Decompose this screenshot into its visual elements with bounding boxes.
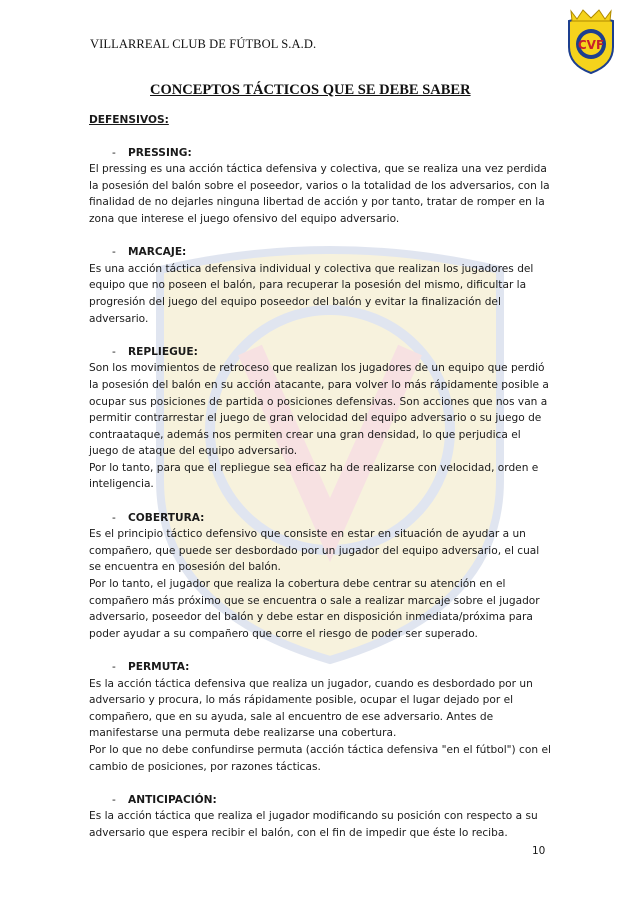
bullet-dash: - xyxy=(112,146,116,159)
bullet-dash: - xyxy=(112,246,116,259)
topic-anticipacion xyxy=(89,792,551,842)
topic-repliegue xyxy=(89,344,551,493)
club-name-header: VILLARREAL CLUB DE FÚTBOL S.A.D. xyxy=(90,37,317,51)
bullet-dash: - xyxy=(112,661,116,673)
topic-paragraph: Son los movimientos de retroceso que realizan los jugadores de un equipo que perdió la posesión del balón en su acción atacante, para volver lo más rápidamente posible a ocupar sus posiciones de partida o posiciones defensivas. Son acciones que nos van a permitir contrarrestar el juego de gran velocidad del equipo adversario o su juego de contraataque, además nos permiten crear una gran densidad, lo que perjudica el juego de ataque del equipo adversario. xyxy=(89,362,549,458)
topic-permuta xyxy=(89,659,551,775)
topic-title xyxy=(89,659,551,676)
topic-paragraph: Es el principio táctico defensivo que consiste en estar en situación de ayudar a un compañero, que puede ser desbordado por un jugador del equipo adversario, el cual se encuentra en posesión del balón. xyxy=(89,528,540,574)
topic-pressing xyxy=(89,145,551,228)
topic-name: MARCAJE: xyxy=(128,246,187,259)
topic-name: REPLIEGUE: xyxy=(128,345,198,358)
topic-title xyxy=(89,344,551,361)
topic-name: PRESSING: xyxy=(128,146,192,159)
villarreal-crest-logo xyxy=(563,7,619,75)
topic-paragraph: El pressing es una acción táctica defensiva y colectiva, que se realiza una vez perdida la posesión del balón sobre el poseedor, varios o la totalidad de los adversarios, con la finalidad de no dejarles ninguna libertad de acción y por tanto, tratar de romper en la zona que interese el juego ofensivo del equipo adversario. xyxy=(89,163,550,225)
topic-cobertura xyxy=(89,510,551,643)
topic-paragraph: Por lo que no debe confundirse permuta (acción táctica defensiva "en el fútbol") con el cambio de posiciones, por razones tácticas. xyxy=(89,743,551,773)
document-title: CONCEPTOS TÁCTICOS QUE SE DEBE SABER xyxy=(150,82,471,98)
bullet-dash: - xyxy=(112,511,116,524)
topic-name: COBERTURA: xyxy=(128,511,205,524)
topic-paragraph: Es la acción táctica que realiza el jugador modificando su posición con respecto a su adversario que espera recibir el balón, con el fin de impedir que éste lo reciba. xyxy=(89,810,538,839)
topic-paragraph: Es la acción táctica defensiva que realiza un jugador, cuando es desbordado por un adversario y procura, lo más rápidamente posible, ocupar el lugar dejado por el compañero, que en su ayuda, sale al encuentro de ese adversario. Antes de manifestarse una permuta debe realizarse una cobertura. xyxy=(89,677,533,740)
topic-paragraph: Por lo tanto, para que el repliegue sea eficaz ha de realizarse con velocidad, orden e inteligencia. xyxy=(89,461,539,491)
bullet-dash: - xyxy=(112,793,116,806)
topic-paragraph: Es una acción táctica defensiva individual y colectiva que realizan los jugadores del equipo que no poseen el balón, para recuperar la posesión del mismo, dificultar la progresión del juego del equipo poseedor del balón y evitar la finalización del adversario. xyxy=(89,262,534,325)
crest-letters: CVF xyxy=(577,38,605,52)
topic-paragraph: Por lo tanto, el jugador que realiza la cobertura debe centrar su atención en el compañero más próximo que se encuentra o sale a realizar marcaje sobre el jugador adversario, poseedor del balón y debe estar en disposición inmediata/próxima para poder ayudar a su compañero que corre el riesgo de poder ser superado. xyxy=(89,578,540,640)
topic-title xyxy=(89,792,551,809)
topic-title xyxy=(89,145,551,162)
topic-name: PERMUTA: xyxy=(128,661,190,673)
page-number: 10 xyxy=(532,845,546,857)
topic-marcaje xyxy=(89,244,551,327)
document-body xyxy=(89,112,551,858)
topic-title xyxy=(89,510,551,527)
topic-title xyxy=(89,244,551,261)
section-heading: DEFENSIVOS: xyxy=(89,114,169,126)
bullet-dash: - xyxy=(112,345,116,358)
topic-name: ANTICIPACIÓN: xyxy=(128,793,217,806)
